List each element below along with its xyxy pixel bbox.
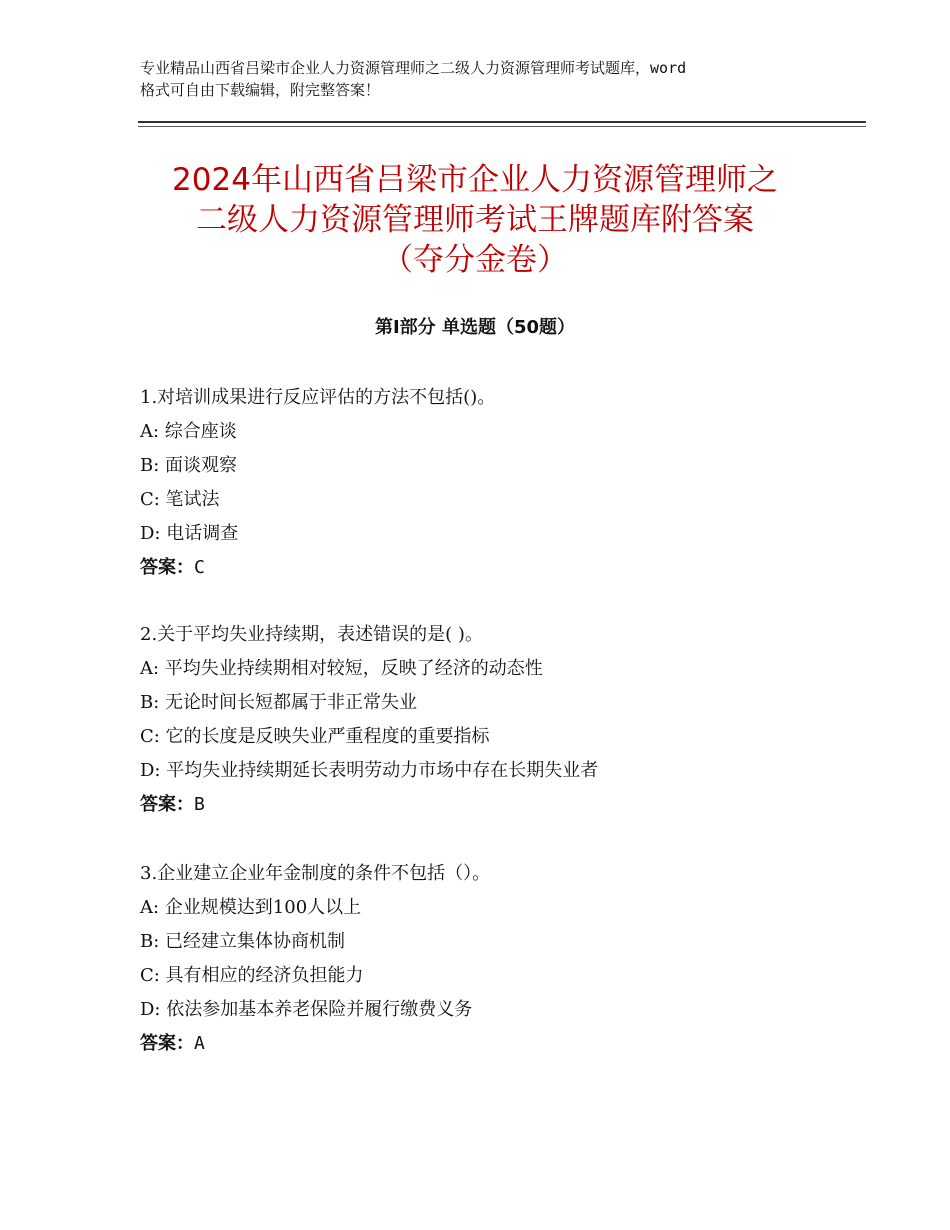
question-stem: 1.对培训成果进行反应评估的方法不包括()。 bbox=[140, 387, 496, 408]
answer-value: A bbox=[194, 1033, 205, 1054]
question-stem: 3.企业建立企业年金制度的条件不包括（）。 bbox=[140, 863, 491, 884]
header-note bbox=[140, 57, 840, 101]
answer-line bbox=[140, 788, 860, 822]
header-note-line-1: 专业精品山西省吕梁市企业人力资源管理师之二级人力资源管理师考试题库，word bbox=[140, 59, 687, 77]
answer-value: C bbox=[194, 557, 205, 578]
header-divider-thin bbox=[138, 126, 866, 127]
option-a: A: 综合座谈 bbox=[140, 421, 237, 442]
answer-line bbox=[140, 551, 860, 585]
document-title bbox=[100, 160, 850, 280]
answer-label: 答案： bbox=[140, 1033, 194, 1054]
section-heading: 第Ⅰ部分 单选题（50题） bbox=[374, 317, 575, 338]
option-b: B: 已经建立集体协商机制 bbox=[140, 931, 346, 952]
option-c: C: 具有相应的经济负担能力 bbox=[140, 965, 364, 986]
option-c: C: 笔试法 bbox=[140, 489, 220, 510]
answer-label: 答案： bbox=[140, 794, 194, 815]
option-d: D: 依法参加基本养老保险并履行缴费义务 bbox=[140, 999, 473, 1020]
answer-label: 答案： bbox=[140, 557, 194, 578]
answer-line bbox=[140, 1027, 860, 1061]
header-divider-thick bbox=[138, 121, 866, 123]
document-title-line-1: 2024年山西省吕梁市企业人力资源管理师之 bbox=[172, 162, 778, 198]
question-3 bbox=[140, 857, 860, 1061]
question-1 bbox=[140, 381, 860, 585]
option-c: C: 它的长度是反映失业严重程度的重要指标 bbox=[140, 726, 490, 747]
option-a: A: 平均失业持续期相对较短，反映了经济的动态性 bbox=[140, 658, 543, 679]
option-d: D: 平均失业持续期延长表明劳动力市场中存在长期失业者 bbox=[140, 760, 599, 781]
document-title-line-2: 二级人力资源管理师考试王牌题库附答案 bbox=[196, 202, 754, 238]
option-b: B: 面谈观察 bbox=[140, 455, 238, 476]
option-b: B: 无论时间长短都属于非正常失业 bbox=[140, 692, 418, 713]
question-stem: 2.关于平均失业持续期，表述错误的是( )。 bbox=[140, 624, 483, 645]
document-title-line-3: （夺分金卷） bbox=[382, 242, 568, 278]
option-d: D: 电话调查 bbox=[140, 523, 239, 544]
header-note-line-2: 格式可自由下载编辑，附完整答案！ bbox=[140, 81, 381, 99]
answer-value: B bbox=[194, 794, 205, 815]
option-a: A: 企业规模达到100人以上 bbox=[140, 897, 362, 918]
question-2 bbox=[140, 618, 860, 822]
